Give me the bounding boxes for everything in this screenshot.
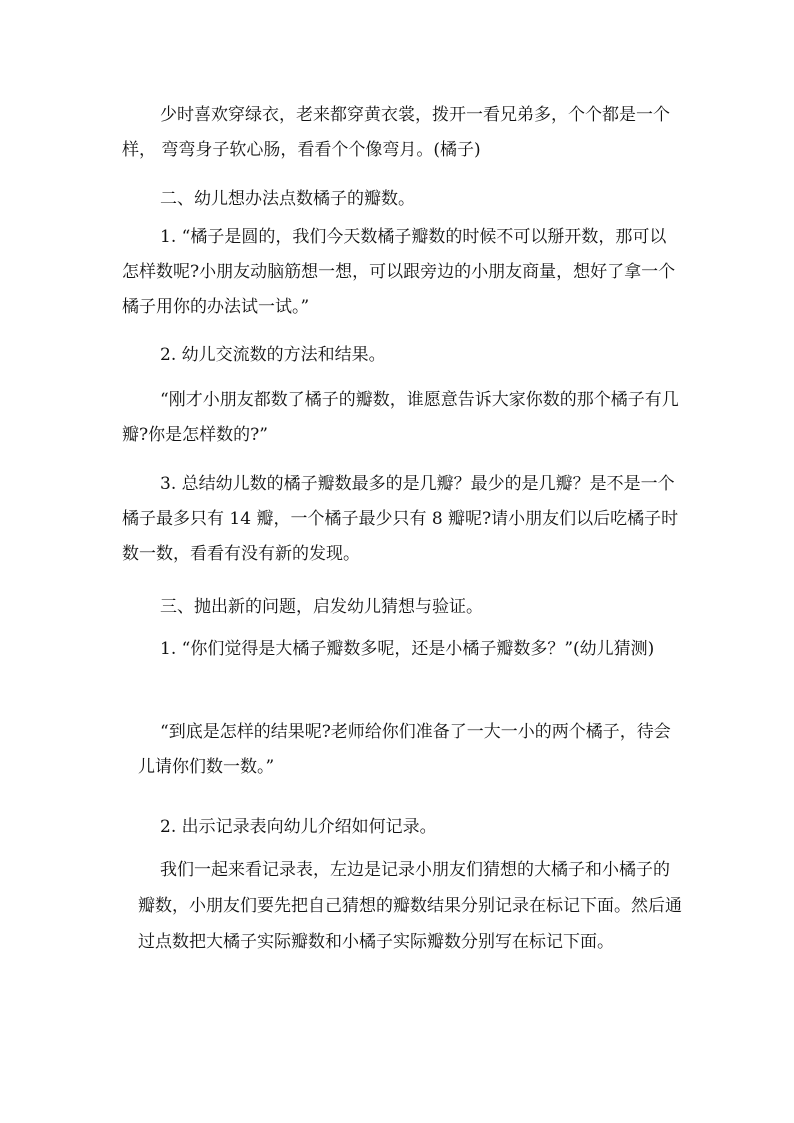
step-two-paragraph: 2. 幼儿交流数的方法和结果。 (160, 345, 386, 365)
step-three-paragraph: 3. 总结幼儿数的橘子瓣数最多的是几瓣？最少的是几瓣？是不是一个橘子最多只有 14 瓣，一个橘子最少只有 8 瓣呢?请小朋友们以后吃橘子时数一数，看看有没有新的发现。 (122, 474, 679, 564)
riddle-paragraph: 少时喜欢穿绿衣，老来都穿黄衣裳，拨开一看兄弟多，个个都是一个样， 弯弯身子软心肠，看看个个像弯月。(橘子) (122, 105, 670, 160)
record-sheet-step-paragraph: 2. 出示记录表向幼儿介绍如何记录。 (160, 817, 437, 837)
section-heading-two: 二、幼儿想办法点数橘子的瓣数。 (160, 189, 415, 209)
section-heading-three: 三、抛出新的问题，启发幼儿猜想与验证。 (160, 597, 483, 617)
step-one-paragraph: 1. “橘子是圆的，我们今天数橘子瓣数的时候不可以掰开数，那可以怎样数呢?小朋友动脑筋想一想，可以跟旁边的小朋友商量，想好了拿一个橘子用你的办法试一试。” (122, 227, 676, 317)
teacher-question-paragraph: “刚才小朋友都数了橘子的瓣数，谁愿意告诉大家你数的那个橘子有几瓣?你是怎样数的?” (122, 390, 679, 445)
teacher-prepare-paragraph: “到底是怎样的结果呢?老师给你们准备了一大一小的两个橘子，待会儿请你们数一数。” (138, 722, 671, 777)
guess-question-paragraph: 1. “你们觉得是大橘子瓣数多呢，还是小橘子瓣数多？”(幼儿猜测) (160, 639, 655, 659)
record-sheet-explanation: 我们一起来看记录表，左边是记录小朋友们猜想的大橘子和小橘子的瓣数，小朋友们要先把自己猜想的瓣数结果分别记录在标记下面。然后通过点数把大橘子实际瓣数和小橘子实际瓣数分别写在标记下面。 (138, 860, 682, 952)
